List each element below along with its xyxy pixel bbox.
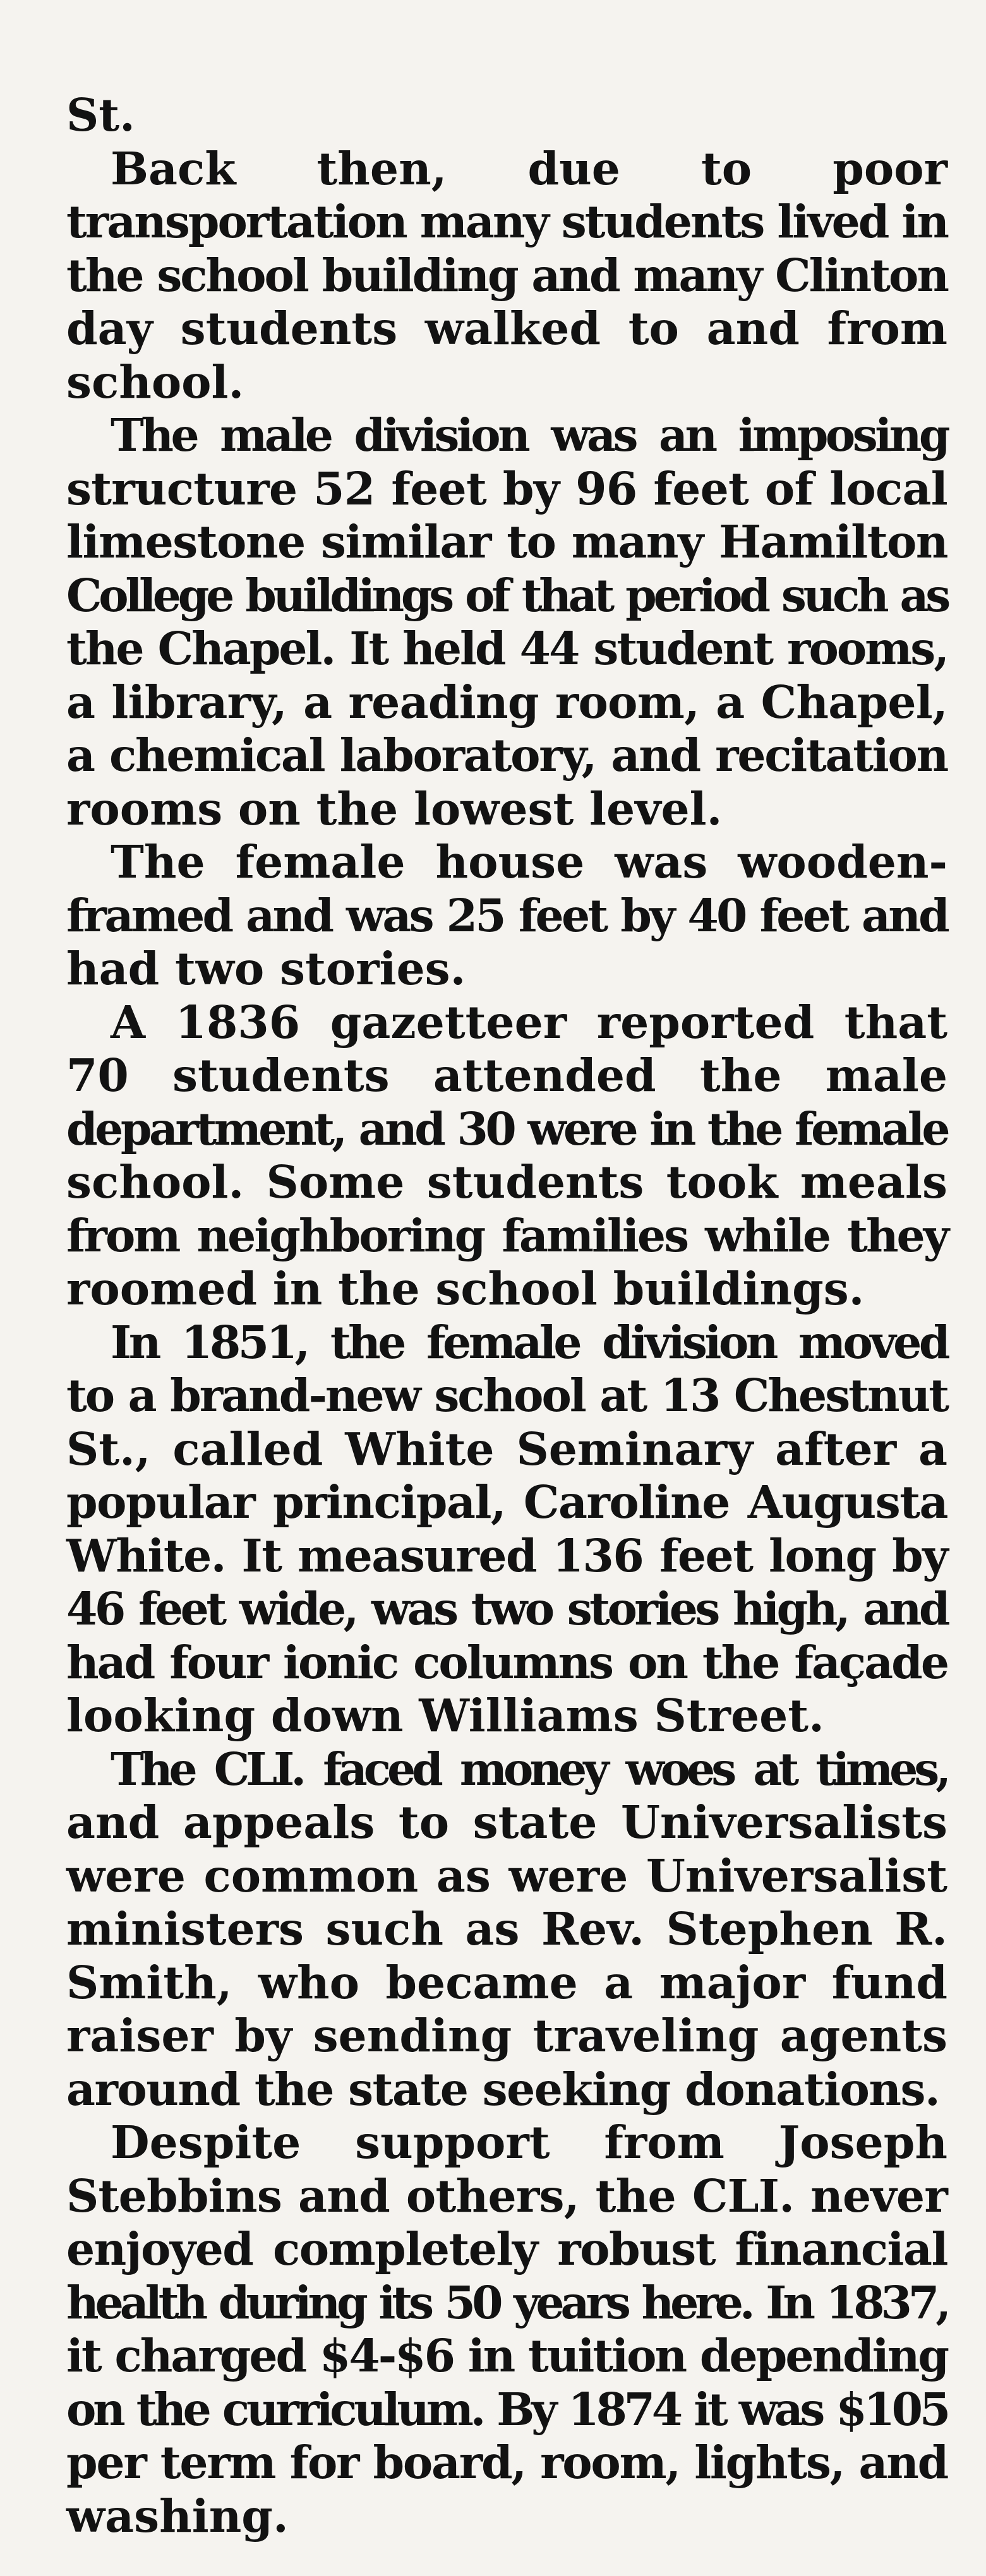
text-line: limestone similar to many Hamilton [66, 515, 947, 568]
text-line: from neighboring families while they [66, 1208, 947, 1262]
text-line: had four ionic columns on the façade [66, 1635, 947, 1689]
text-line: a library, a reading room, a Chapel, [66, 675, 947, 729]
text-line: to a brand-new school at 13 Chestnut [66, 1369, 947, 1422]
text-line: 70 students attended the male [66, 1049, 947, 1102]
text-line: a chemical laboratory, and recitation [66, 729, 947, 782]
text-line: roomed in the school buildings. [66, 1262, 865, 1315]
text-line: rooms on the lowest level. [66, 782, 723, 835]
text-line: the Chapel. It held 44 student rooms, [66, 622, 947, 675]
paragraph-first-line: The female house was wooden- [111, 835, 947, 888]
text-line: raiser by sending traveling agents [66, 2009, 947, 2062]
text-line: ministers such as Rev. Stephen R. [66, 1902, 947, 1955]
text-line: department, and 30 were in the female [66, 1102, 947, 1155]
paragraph-first-line: The male division was an imposing [111, 408, 947, 462]
text-line: transportation many students lived in [66, 195, 947, 248]
text-line: framed and was 25 feet by 40 feet and [66, 888, 947, 942]
text-line: the school building and many Clinton [66, 248, 947, 302]
paragraph-first-line: Despite support from Joseph [111, 2116, 947, 2169]
text-line: per term for board, room, lights, and [66, 2436, 947, 2489]
text-line: washing. [66, 2489, 289, 2543]
text-line: Stebbins and others, the CLI. never [66, 2169, 947, 2222]
text-line: St. [66, 88, 135, 141]
text-line: it charged $4-$6 in tuition depending [66, 2329, 947, 2382]
text-line: school. [66, 355, 244, 408]
text-line: 46 feet wide, was two stories high, and [66, 1582, 947, 1635]
text-line: around the state seeking donations. [66, 2062, 940, 2116]
paragraph-first-line: The CLI. faced money woes at times, [111, 1742, 947, 1796]
text-line: enjoyed completely robust financial [66, 2222, 947, 2275]
text-line: day students walked to and from [66, 302, 947, 355]
article-column [66, 88, 947, 2543]
text-line: structure 52 feet by 96 feet of local [66, 462, 947, 515]
paragraph-first-line: In 1851, the female division moved [111, 1315, 947, 1369]
text-line: White. It measured 136 feet long by [66, 1529, 947, 1582]
text-line: had two stories. [66, 942, 466, 995]
paragraph-first-line: A 1836 gazetteer reported that [111, 995, 947, 1049]
text-line: popular principal, Caroline Augusta [66, 1476, 947, 1529]
text-line: College buildings of that period such as [66, 568, 947, 622]
text-line: looking down Williams Street. [66, 1689, 824, 1742]
text-line: health during its 50 years here. In 1837, [66, 2275, 947, 2329]
paragraph-first-line: Back then, due to poor [111, 141, 947, 195]
text-line: St., called White Seminary after a [66, 1422, 947, 1476]
text-line: Smith, who became a major fund [66, 1955, 947, 2009]
text-line: school. Some students took meals [66, 1155, 947, 1208]
text-line: and appeals to state Universalists [66, 1796, 947, 1849]
text-line: on the curriculum. By 1874 it was $105 [66, 2382, 947, 2436]
text-line: were common as were Universalist [66, 1849, 947, 1902]
